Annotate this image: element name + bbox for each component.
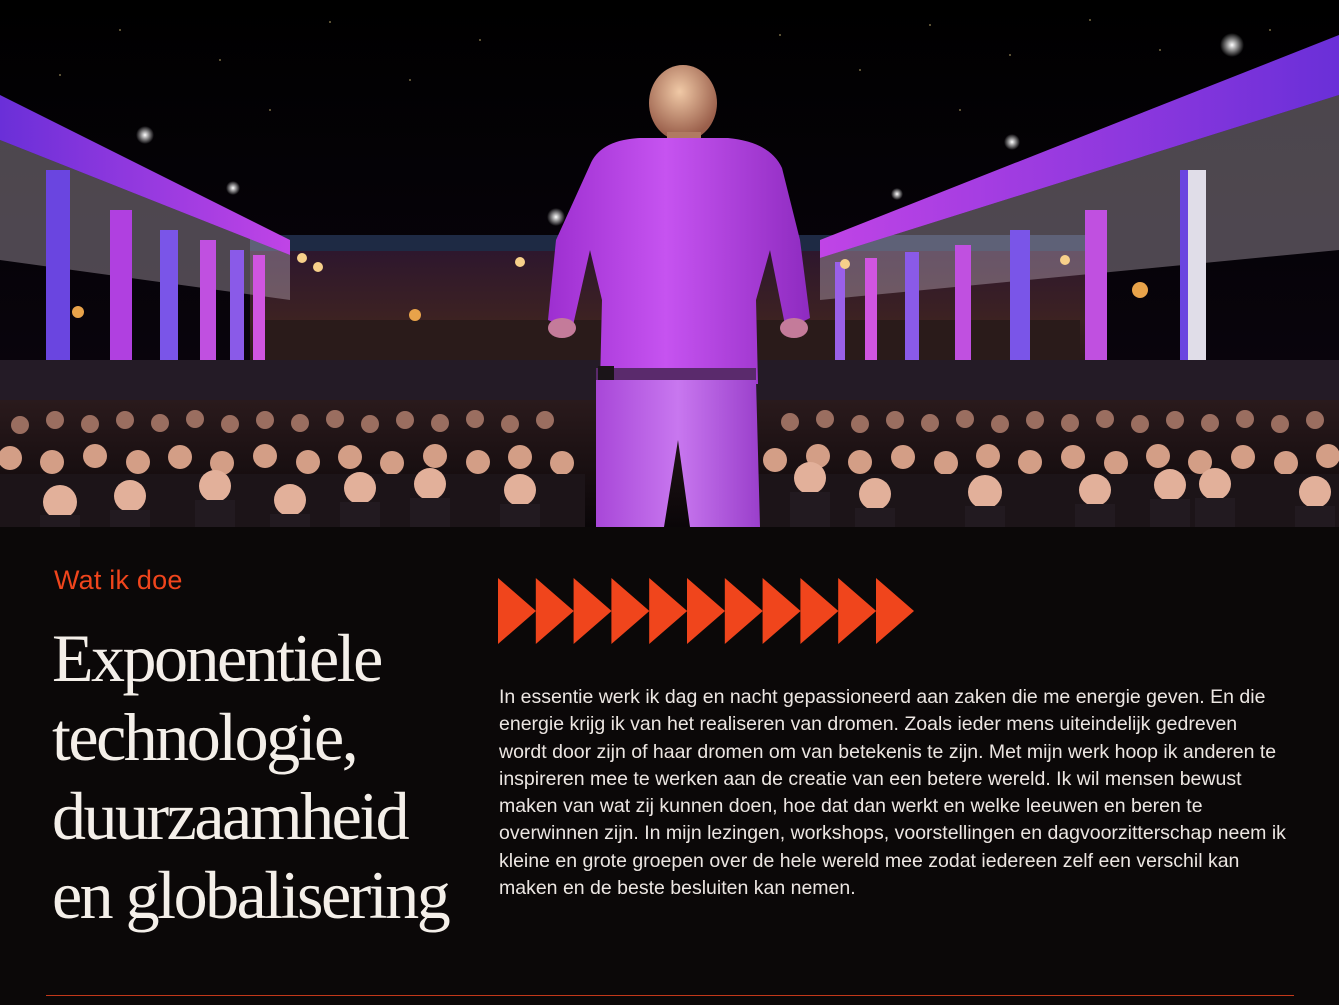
section-divider — [46, 995, 1294, 996]
arrow-triangle-icon — [649, 578, 687, 644]
arrow-triangle-icon — [876, 578, 914, 644]
headline-line: Exponentiele — [52, 620, 381, 696]
arrow-triangle-icon — [687, 578, 725, 644]
arrow-triangle-icon — [800, 578, 838, 644]
what-i-do-section — [0, 527, 1339, 1005]
arrow-triangle-icon — [838, 578, 876, 644]
section-eyebrow: Wat ik doe — [54, 565, 183, 595]
arrow-triangle-icon — [725, 578, 763, 644]
headline-line: en globalisering — [52, 857, 449, 933]
arrow-triangle-icon — [611, 578, 649, 644]
arrow-triangle-icon — [763, 578, 801, 644]
headline-line: technologie, — [52, 699, 357, 775]
arrow-triangle-icon — [498, 578, 536, 644]
arrows-decoration — [498, 578, 918, 644]
section-body-text: In essentie werk ik dag en nacht gepassioneerd aan zaken die me energie geven. En die energie krijg ik van het realiseren van dromen. Zoals ieder mens uiteindelijk gedreven wordt door zijn of haar dromen om van betekenis te zijn. Met mijn werk hoop ik anderen te inspireren mee te werken aan de creatie van een betere wereld. Ik wil mensen bewust maken van wat zij kunnen doen, hoe dat dan werkt en welke leeuwen en beren te overwinnen zijn. In mijn lezingen, workshops, voorstellingen en dagvoorzitterschap neem ik kleine en grote groepen over de hele wereld mee zodat iedereen zelf een verschil kan maken en de beste besluiten kan nemen. — [499, 686, 1286, 900]
arrow-triangle-icon — [536, 578, 574, 644]
arrow-triangle-icon — [574, 578, 612, 644]
headline-line: duurzaamheid — [52, 778, 408, 854]
section-headline — [52, 619, 492, 935]
